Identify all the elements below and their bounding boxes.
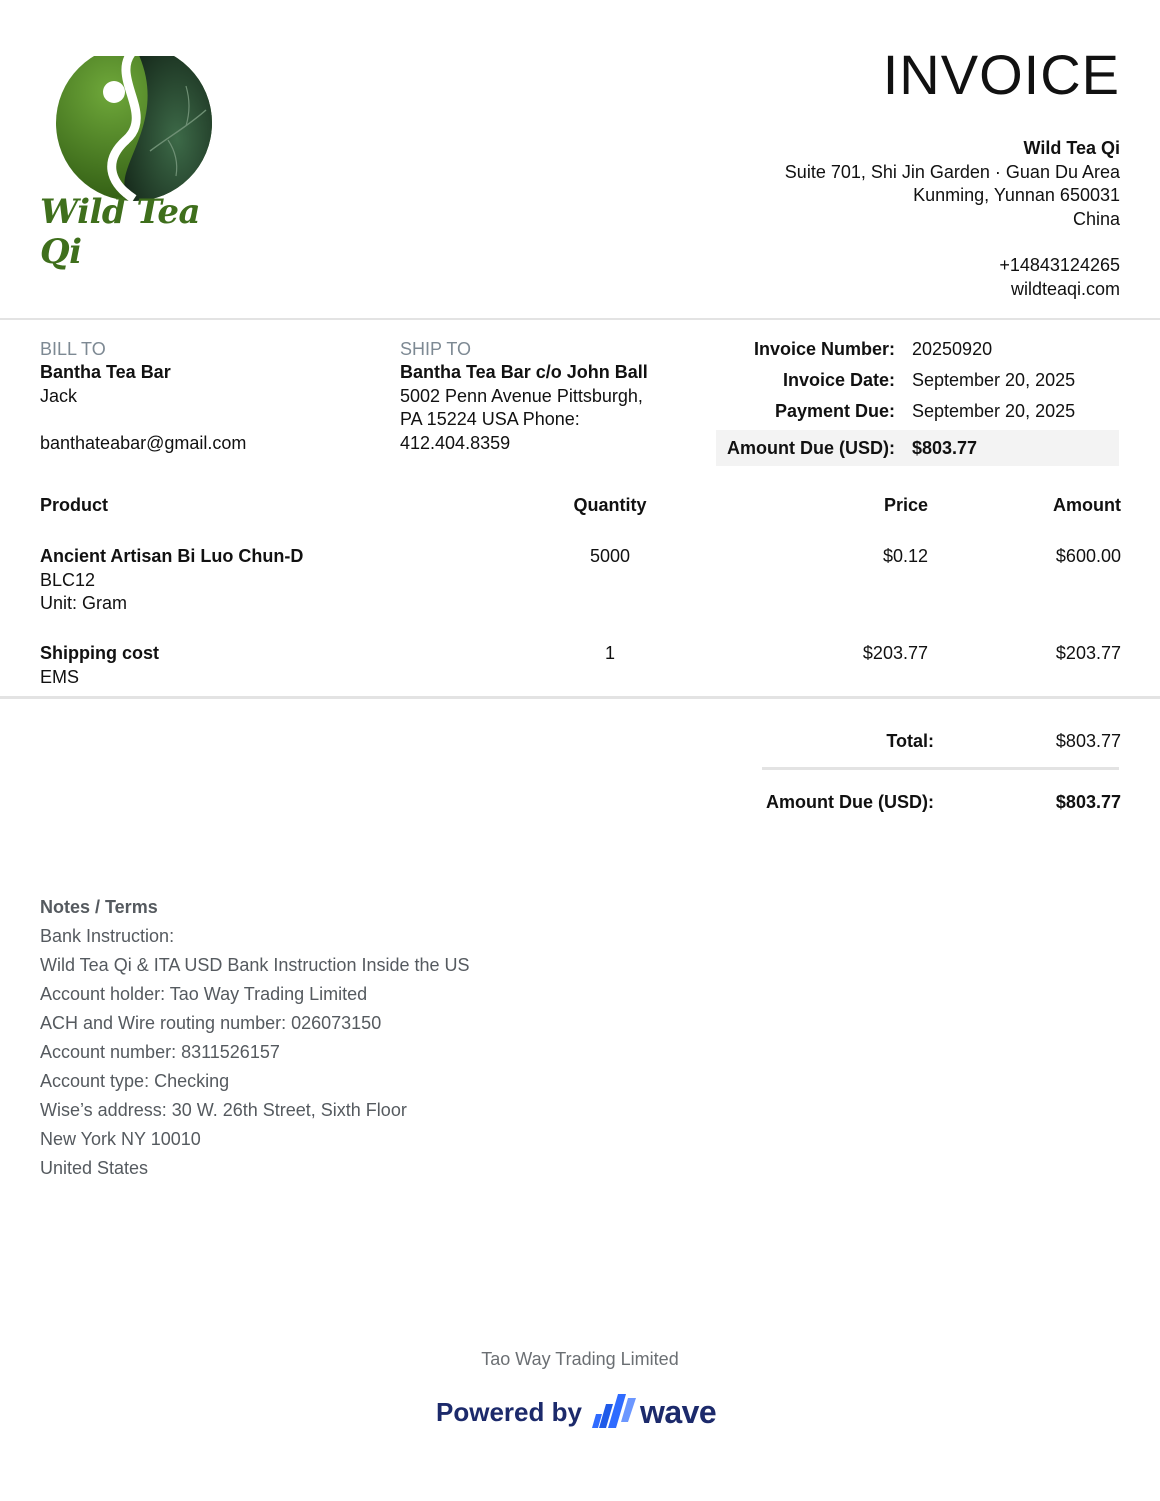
company-address-line1: Suite 701, Shi Jin Garden · Guan Du Area xyxy=(784,161,1120,182)
amount-due-row xyxy=(716,430,1119,466)
invoice-meta xyxy=(716,334,1119,466)
table-row xyxy=(40,642,159,689)
company-country: China xyxy=(1072,208,1120,229)
notes-line: United States xyxy=(40,1158,149,1178)
product-quantity: 5000 xyxy=(589,546,631,566)
company-name: Wild Tea Qi xyxy=(1023,138,1120,158)
ship-to-line1: 5002 Penn Avenue Pittsburgh, xyxy=(400,385,643,406)
product-amount: $203.77 xyxy=(1055,643,1121,663)
notes-line: Account number: 8311526157 xyxy=(40,1042,280,1062)
payment-due-row xyxy=(716,396,1119,427)
total-amount-due-value: $803.77 xyxy=(1055,792,1121,812)
product-price: $203.77 xyxy=(862,643,928,663)
product-sku: EMS xyxy=(40,666,80,687)
payment-due-label: Payment Due: xyxy=(774,401,895,421)
invoice-date-value: September 20, 2025 xyxy=(912,370,1076,390)
column-header-product: Product xyxy=(40,495,109,515)
payment-due-value: September 20, 2025 xyxy=(912,401,1076,421)
column-header-amount: Amount xyxy=(1053,495,1121,515)
invoice-date-row xyxy=(716,365,1119,396)
product-name: Ancient Artisan Bi Luo Chun-D xyxy=(40,546,304,566)
ship-to-name: Bantha Tea Bar c/o John Ball xyxy=(400,362,648,382)
items-divider xyxy=(0,696,1160,699)
amount-due-label: Amount Due (USD): xyxy=(727,437,895,458)
total-amount-due-label: Amount Due (USD): xyxy=(766,792,934,812)
total-value: $803.77 xyxy=(1055,731,1121,751)
ship-to-line2: PA 15224 USA Phone: xyxy=(400,409,580,429)
company-address-block xyxy=(785,137,1120,231)
notes-terms xyxy=(40,893,470,1183)
logo-wordmark: Wild Tea Qi xyxy=(40,192,201,272)
product-price: $0.12 xyxy=(882,546,928,566)
bill-to-contact: Jack xyxy=(40,385,78,406)
notes-line: Account type: Checking xyxy=(40,1071,230,1091)
footer-company: Tao Way Trading Limited xyxy=(481,1349,679,1369)
company-website[interactable]: wildteaqi.com xyxy=(1010,278,1120,299)
notes-line: Wild Tea Qi & ITA USD Bank Instruction Inside the US xyxy=(40,955,470,975)
bill-to-email[interactable]: banthateabar@gmail.com xyxy=(40,432,247,453)
table-row xyxy=(40,545,303,616)
company-address-line2: Kunming, Yunnan 650031 xyxy=(913,185,1120,205)
ship-to-line3: 412.404.8359 xyxy=(400,432,511,453)
company-contact-block xyxy=(999,254,1120,301)
notes-line: New York NY 10010 xyxy=(40,1129,201,1149)
company-logo xyxy=(38,56,228,272)
product-unit: Unit: Gram xyxy=(40,593,128,613)
product-quantity: 1 xyxy=(604,643,615,663)
bill-to-block xyxy=(40,338,370,455)
notes-line: Wise’s address: 30 W. 26th Street, Sixth Floor xyxy=(40,1100,407,1120)
column-header-price: Price xyxy=(883,495,928,515)
invoice-number-label: Invoice Number: xyxy=(753,339,895,359)
bill-to-label: BILL TO xyxy=(40,339,106,359)
notes-line: Bank Instruction: xyxy=(40,926,175,946)
notes-line: Account holder: Tao Way Trading Limited xyxy=(40,984,368,1004)
powered-by-text: Powered by xyxy=(436,1396,582,1427)
notes-heading: Notes / Terms xyxy=(40,897,158,917)
header-divider xyxy=(0,318,1160,320)
column-header-quantity: Quantity xyxy=(573,495,647,515)
product-name: Shipping cost xyxy=(40,643,159,663)
invoice-date-label: Invoice Date: xyxy=(782,370,895,390)
amount-due-value: $803.77 xyxy=(912,437,978,458)
totals-divider xyxy=(762,767,1119,770)
ship-to-block xyxy=(400,338,680,455)
invoice-number-row xyxy=(716,334,1119,365)
product-amount: $600.00 xyxy=(1055,546,1121,566)
bill-to-name: Bantha Tea Bar xyxy=(40,362,171,382)
product-sku: BLC12 xyxy=(40,569,96,590)
ship-to-label: SHIP TO xyxy=(400,339,472,359)
total-label: Total: xyxy=(886,731,934,751)
powered-by-wave[interactable] xyxy=(436,1390,716,1434)
invoice-title: INVOICE xyxy=(882,43,1120,106)
invoice-number-value: 20250920 xyxy=(912,339,993,359)
wave-logo-icon xyxy=(592,1392,636,1432)
wave-wordmark: wave xyxy=(639,1393,717,1430)
notes-line: ACH and Wire routing number: 026073150 xyxy=(40,1013,382,1033)
company-phone: +14843124265 xyxy=(999,255,1120,275)
